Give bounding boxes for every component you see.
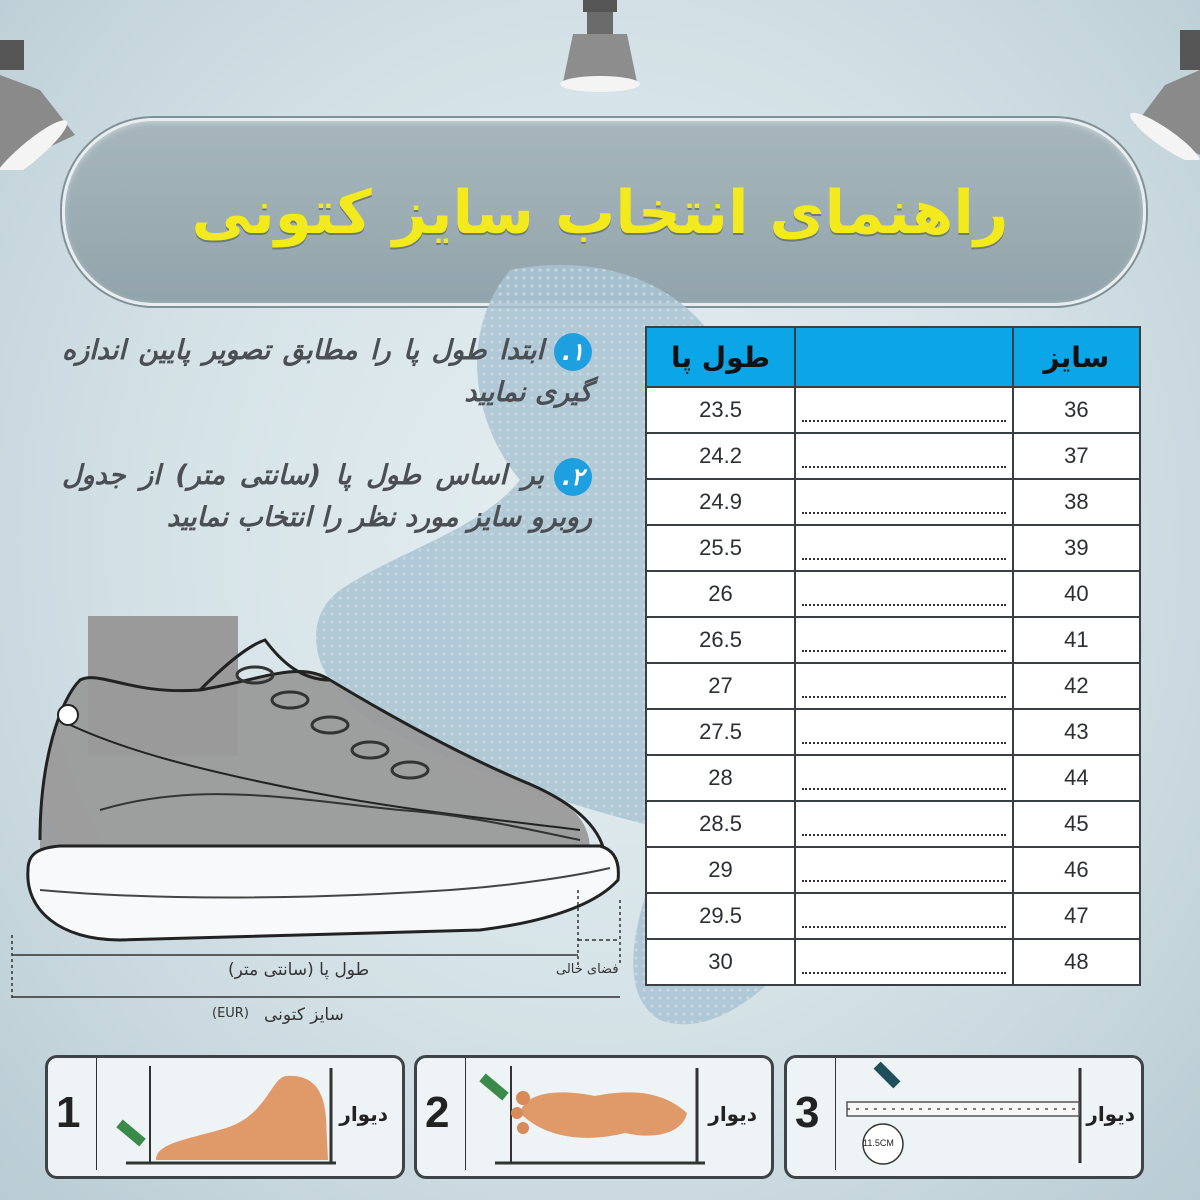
dotted-line <box>802 398 1006 422</box>
foot-length-cell: 26.5 <box>646 617 795 663</box>
foot-length-cell: 27 <box>646 663 795 709</box>
size-cell: 45 <box>1013 801 1140 847</box>
table-row <box>646 663 1140 709</box>
panel-number: 1 <box>56 1088 81 1137</box>
foot-length-cell: 24.2 <box>646 433 795 479</box>
ruler-illustration <box>835 1058 1085 1170</box>
dotted-cell <box>795 617 1013 663</box>
size-cell: 37 <box>1013 433 1140 479</box>
step-number-badge: ۱. <box>554 333 592 371</box>
size-cell: 39 <box>1013 525 1140 571</box>
dotted-cell <box>795 663 1013 709</box>
dotted-line <box>802 950 1006 974</box>
step-number-badge: ۲. <box>554 458 592 496</box>
foot-length-cell: 24.9 <box>646 479 795 525</box>
panel-number: 2 <box>425 1088 450 1137</box>
dotted-line <box>802 904 1006 928</box>
dotted-line <box>802 766 1006 790</box>
table-row <box>646 387 1140 433</box>
dotted-cell <box>795 755 1013 801</box>
measure-panel-2 <box>414 1055 774 1179</box>
empty-space-label: فضای خالی <box>556 962 619 977</box>
eur-label: (EUR) <box>212 1006 249 1021</box>
header-length: طول پا <box>646 327 795 387</box>
header-size: سایز <box>1013 327 1140 387</box>
foot-length-cell: 27.5 <box>646 709 795 755</box>
dotted-cell <box>795 939 1013 985</box>
size-cell: 36 <box>1013 387 1140 433</box>
step-2 <box>62 455 592 539</box>
dotted-cell <box>795 479 1013 525</box>
table-row <box>646 433 1140 479</box>
table-row <box>646 847 1140 893</box>
size-cell: 40 <box>1013 571 1140 617</box>
measure-panel-3 <box>784 1055 1144 1179</box>
dotted-cell <box>795 709 1013 755</box>
table-row <box>646 617 1140 663</box>
step-1 <box>62 330 592 414</box>
foot-length-cell: 28 <box>646 755 795 801</box>
wall-label: دیوار <box>339 1102 388 1126</box>
page-title: راهنمای انتخاب سایز کتونی <box>191 178 1009 248</box>
foot-length-cell: 25.5 <box>646 525 795 571</box>
foot-length-cell: 29.5 <box>646 893 795 939</box>
dotted-cell <box>795 387 1013 433</box>
spotlight-icon <box>0 20 90 170</box>
dotted-cell <box>795 525 1013 571</box>
step-2-text: بر اساس طول پا (سانتی متر) از جدول روبرو سایز مورد نظر را انتخاب نمایید <box>62 460 592 533</box>
table-row <box>646 755 1140 801</box>
table-row <box>646 525 1140 571</box>
size-cell: 44 <box>1013 755 1140 801</box>
foot-length-cell: 26 <box>646 571 795 617</box>
size-cell: 47 <box>1013 893 1140 939</box>
size-cell: 43 <box>1013 709 1140 755</box>
dotted-cell <box>795 571 1013 617</box>
dotted-line <box>802 812 1006 836</box>
table-row <box>646 479 1140 525</box>
table-row <box>646 709 1140 755</box>
table-row <box>646 571 1140 617</box>
foot-length-label: طول پا (سانتی متر) <box>228 960 370 980</box>
table-row <box>646 939 1140 985</box>
ruler-measurement-text: 11.5CM <box>863 1138 894 1148</box>
dotted-cell <box>795 847 1013 893</box>
foot-length-cell: 23.5 <box>646 387 795 433</box>
spotlight-icon <box>545 0 655 95</box>
wall-label: دیوار <box>708 1102 757 1126</box>
table-row <box>646 801 1140 847</box>
size-cell: 38 <box>1013 479 1140 525</box>
dotted-line <box>802 674 1006 698</box>
dotted-line <box>802 444 1006 468</box>
panel-number: 3 <box>795 1088 820 1137</box>
table-body <box>646 387 1140 985</box>
dotted-cell <box>795 801 1013 847</box>
spotlight-icon <box>1120 30 1200 160</box>
dotted-line <box>802 858 1006 882</box>
dotted-line <box>802 490 1006 514</box>
foot-top-illustration <box>465 1058 705 1170</box>
table-row <box>646 893 1140 939</box>
table-header-row <box>646 327 1140 387</box>
foot-length-cell: 28.5 <box>646 801 795 847</box>
foot-side-illustration <box>96 1058 336 1170</box>
size-cell: 46 <box>1013 847 1140 893</box>
size-cell: 48 <box>1013 939 1140 985</box>
dotted-line <box>802 720 1006 744</box>
size-table <box>645 326 1141 986</box>
size-cell: 41 <box>1013 617 1140 663</box>
measure-panel-1 <box>45 1055 405 1179</box>
shoe-size-label: سایز کتونی <box>264 1005 344 1025</box>
step-1-text: ابتدا طول پا را مطابق تصویر پایین اندازه گیری نمایید <box>62 335 592 408</box>
dotted-line <box>802 582 1006 606</box>
wall-label: دیوار <box>1086 1102 1135 1126</box>
size-cell: 42 <box>1013 663 1140 709</box>
foot-length-cell: 29 <box>646 847 795 893</box>
dotted-line <box>802 628 1006 652</box>
dotted-cell <box>795 433 1013 479</box>
foot-length-cell: 30 <box>646 939 795 985</box>
dotted-line <box>802 536 1006 560</box>
dotted-cell <box>795 893 1013 939</box>
header-blank <box>795 327 1013 387</box>
